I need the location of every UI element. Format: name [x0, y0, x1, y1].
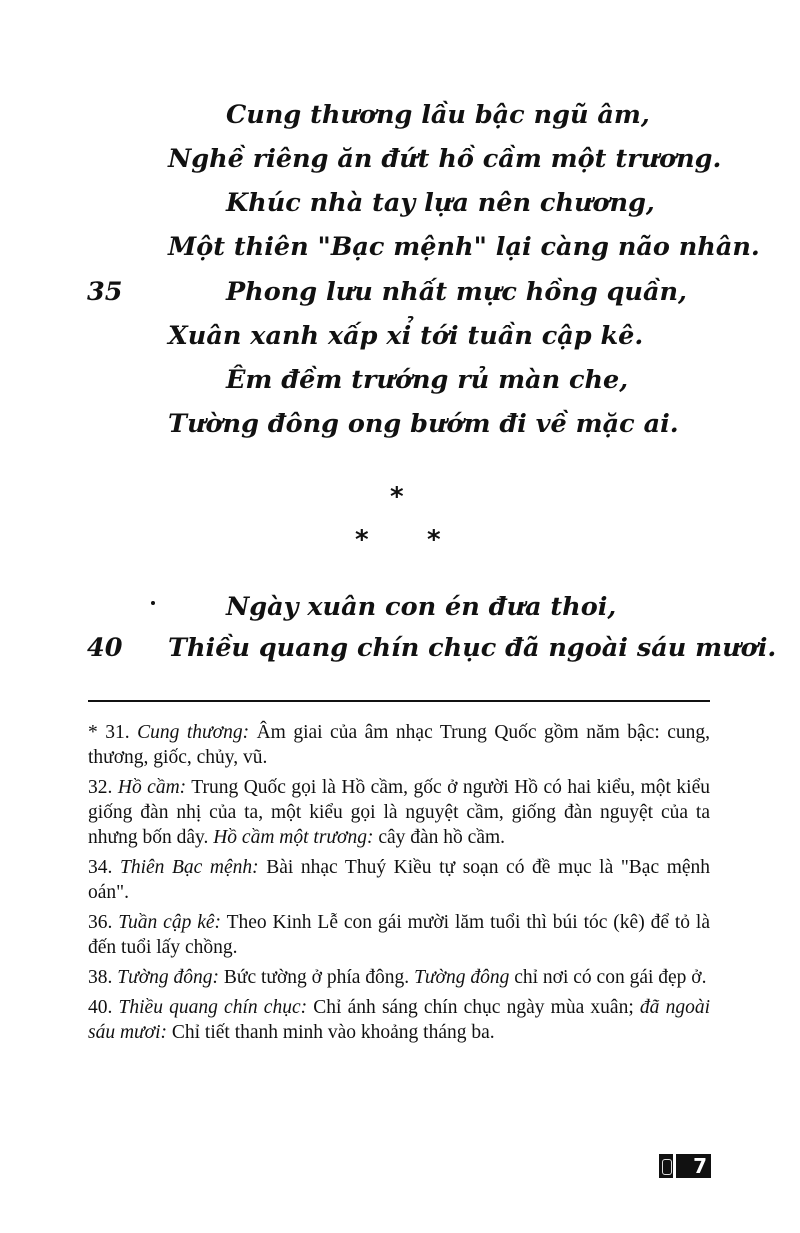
footnote-body: Chỉ ánh sáng chín chục ngày mùa xuân; — [313, 997, 634, 1018]
verse-text: Thiều quang chín chục đã ngoài sáu mươi. — [168, 633, 777, 663]
footnote — [88, 855, 710, 905]
footnote-body: Trung Quốc gọi là Hồ cầm, gốc ở người Hồ có hai kiểu, một kiểu giống đàn nhị của ta, một kiểu gọi là nguyệt cầm, giống đàn nguyệt của ta nhưng bốn dây. — [88, 777, 710, 848]
footnote-term: Tường đông: — [117, 967, 220, 988]
verse-text: Một thiên "Bạc mệnh" lại càng não nhân. — [168, 232, 760, 262]
verse-text: Khúc nhà tay lựa nên chương, — [226, 188, 655, 218]
footnote-term: Hồ cầm: — [117, 777, 187, 798]
footnote-ref: 34. — [88, 857, 113, 878]
footnote — [88, 995, 710, 1045]
footnote-term: Tường đông — [414, 967, 510, 988]
line-number: 40 — [87, 633, 123, 663]
footnote-ref: 40. — [88, 997, 113, 1018]
asterisk-separator: * — [390, 482, 404, 512]
verse-text: Cung thương lầu bậc ngũ âm, — [226, 100, 650, 130]
footnote — [88, 775, 710, 850]
footnote-term: Hồ cầm một trương: — [213, 827, 374, 848]
footnote-ref: 36. — [88, 912, 113, 933]
footnote — [88, 720, 710, 770]
footnote — [88, 910, 710, 960]
footnote-ref: 32. — [88, 777, 113, 798]
footnote-body: cây đàn hồ cầm. — [378, 827, 506, 848]
verse-text: Nghề riêng ăn đứt hồ cầm một trương. — [168, 144, 722, 174]
footnote-body: Bức tường ở phía đông. — [223, 967, 410, 988]
verse-text: Tường đông ong bướm đi về mặc ai. — [168, 409, 679, 439]
footnote-ref: 38. — [88, 967, 113, 988]
footnote-body: chỉ nơi có con gái đẹp ở. — [514, 967, 707, 988]
verse-text: Êm đềm trướng rủ màn che, — [226, 365, 629, 395]
footnote-term: Tuần cập kê: — [118, 912, 222, 933]
footnote-body: Theo Kinh Lễ con gái mười lăm tuổi thì búi tóc (kê) để tỏ là đến tuổi lấy chồng. — [88, 912, 711, 958]
footnote-term: Thiên Bạc mệnh: — [119, 857, 259, 878]
footnote-term: Cung thương: — [137, 722, 250, 743]
footnote-body: Âm giai của âm nhạc Trung Quốc gồm năm bậc: cung, thương, giốc, chủy, vũ. — [88, 722, 711, 768]
ink-dot — [151, 601, 155, 605]
footnote-body: Chỉ tiết thanh minh vào khoảng tháng ba. — [171, 1022, 495, 1043]
footnote-divider — [88, 700, 710, 702]
footnote — [88, 965, 710, 990]
verse-text: Xuân xanh xấp xỉ tới tuần cập kê. — [168, 321, 644, 351]
verse-text: Phong lưu nhất mực hồng quần, — [226, 277, 687, 307]
footnote-ref: * 31. — [88, 722, 130, 743]
verse-text: Ngày xuân con én đưa thoi, — [226, 592, 617, 622]
page-tab-icon — [659, 1154, 673, 1178]
footnote-term: đã ngoài sáu mươi: — [88, 997, 710, 1043]
asterisk-separator: * — [355, 525, 369, 555]
line-number: 35 — [87, 277, 123, 307]
footnote-term: Thiều quang chín chục: — [118, 997, 308, 1018]
page-number: 7 — [676, 1154, 711, 1178]
footnote-body: Bài nhạc Thuý Kiều tự soạn có đề mục là "Bạc mệnh oán". — [88, 857, 711, 903]
footnotes — [88, 720, 710, 1050]
asterisk-separator: * — [427, 525, 441, 555]
page-number-marker — [659, 1154, 711, 1178]
